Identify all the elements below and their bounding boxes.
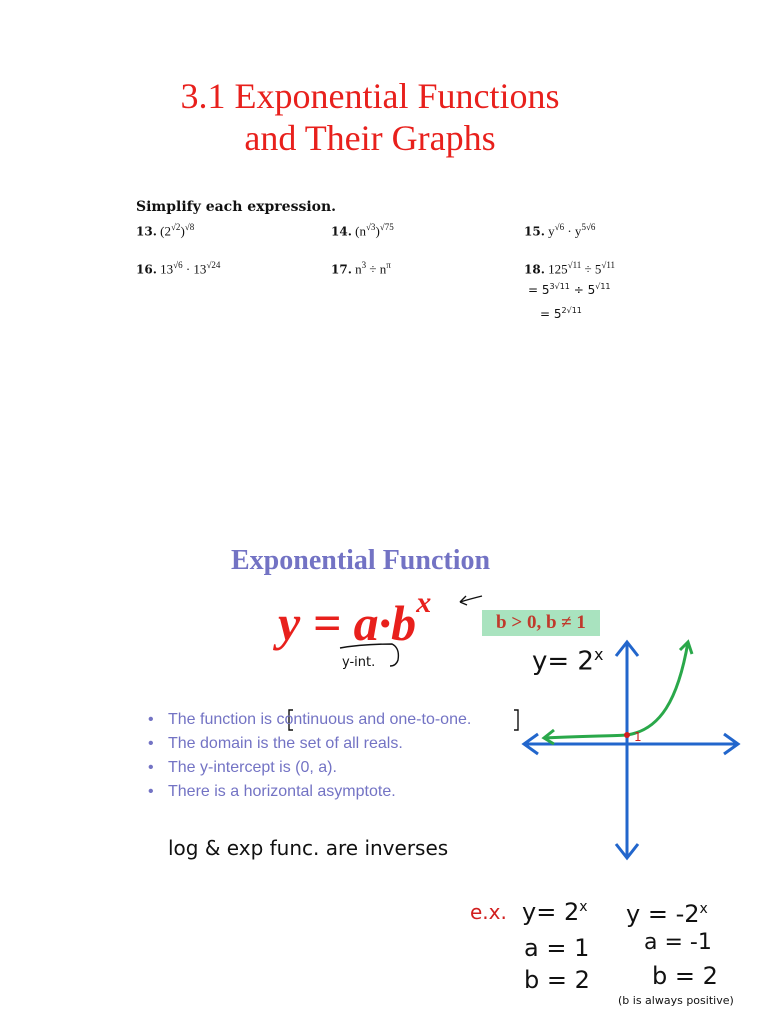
exponential-formula: $y = a\cdot b^x$ [278, 586, 432, 651]
example-1-b: b = 2 [524, 966, 590, 994]
list-item: • There is a horizontal asymptote. [148, 783, 396, 800]
problem-15: 15. $y^{√6} \cdot y^{5√6}$ [524, 222, 596, 239]
problem-18: 18. $125^{√11} \div 5^{√11}$ [524, 260, 615, 277]
problem-13: 13. $(2^{√2})^{√8}$ [136, 222, 195, 239]
section-title: Exponential Function [231, 545, 491, 576]
base-condition-box: b > 0, b ≠ 1 [482, 610, 600, 636]
page-title-line-2: and Their Graphs [244, 118, 496, 158]
page-title-line-1: 3.1 Exponential Functions [180, 76, 560, 116]
problem-17: 17. $n^3 \div n^\pi$ [331, 260, 391, 277]
graph-equation-label: $y= 2^x$ [532, 645, 604, 677]
work-line-2: = $5^{2√11}$ [540, 306, 582, 321]
example-1-a: a = 1 [524, 934, 590, 962]
example-2-b: b = 2 [652, 962, 718, 990]
list-item: • The domain is the set of all reals. [148, 735, 403, 752]
properties-list [148, 708, 471, 804]
instructions: Simplify each expression. [136, 199, 337, 215]
yint-note: y-int. [342, 655, 376, 670]
intercept-label: 1 [634, 730, 642, 744]
problem-14: 14. $(n^{√3})^{√75}$ [331, 222, 394, 239]
y-intercept-point [624, 732, 630, 738]
positive-base-note: (b is always positive) [618, 994, 734, 1007]
exponential-graph [510, 630, 750, 870]
list-item: • The y-intercept is (0, a). [148, 759, 337, 776]
example-2-a: a = -1 [644, 930, 712, 955]
work-line-1: = $5^{3√11} \div 5^{√11}$ [528, 282, 611, 297]
exponential-curve [544, 642, 688, 738]
problem-16: 16. $13^{√6} \cdot 13^{√24}$ [136, 260, 221, 277]
inverse-note: log & exp func. are inverses [168, 836, 449, 860]
list-item: • The function is continuous and one-to-one. [148, 711, 472, 728]
example-1-equation: $y= 2^x$ [522, 898, 588, 926]
example-label: e.x. [470, 900, 507, 924]
example-2-equation: $y = -2^x$ [626, 900, 708, 928]
yint-pointer-arrow [340, 644, 398, 666]
